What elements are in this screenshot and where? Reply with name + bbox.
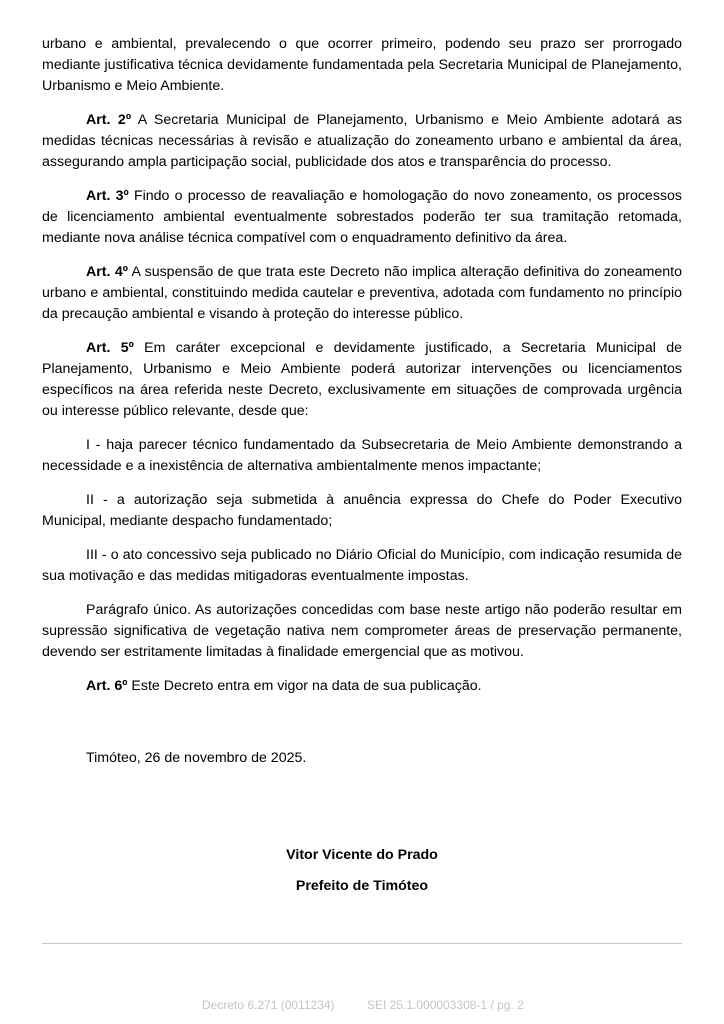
footer-process-ref: SEI 25.1.000003308-1 / pg. 2 bbox=[367, 998, 524, 1012]
article-label: Art. 2º bbox=[86, 112, 132, 128]
article-label: Art. 4º bbox=[86, 264, 128, 280]
article-label: Art. 3º bbox=[86, 188, 129, 204]
signer-title: Prefeito de Timóteo bbox=[295, 878, 429, 894]
footer-divider bbox=[42, 943, 682, 944]
paragrafo-unico: Parágrafo único. As autorizações concedidas com base neste artigo não poderão resultar em supressão significativa de vegetação nativa nem comprometer áreas de preservação permanente, devendo ser estritamente limitadas à finalidade emergencial que as motivou. bbox=[42, 602, 682, 660]
article-2: Art. 2º A Secretaria Municipal de Planejamento, Urbanismo e Meio Ambiente adotará as medidas técnicas necessárias à revisão e atualização do zoneamento urbano e ambiental da área, assegurando ampla participação social, publicidade dos atos e transparência do processo. bbox=[42, 112, 682, 170]
place-date: Timóteo, 26 de novembro de 2025. bbox=[86, 750, 307, 766]
item-iii: III - o ato concessivo seja publicado no Diário Oficial do Município, com indicação resumida de sua motivação e das medidas mitigadoras eventualmente impostas. bbox=[42, 547, 682, 584]
article-3: Art. 3º Findo o processo de reavaliação e homologação do novo zoneamento, os processos de licenciamento ambiental eventualmente sobrestados poderão ter sua tramitação retomada, mediante nova análise técnica compatível com o enquadramento definitivo da área. bbox=[42, 188, 682, 246]
paragraph-continuation: urbano e ambiental, prevalecendo o que ocorrer primeiro, podendo seu prazo ser prorrogado mediante justificativa técnica devidamente fundamentada pela Secretaria Municipal de Planejamento, Urbanismo e Meio Ambiente. bbox=[42, 36, 682, 94]
footer-decree-ref: Decreto 6.271 (0011234) bbox=[202, 998, 335, 1012]
article-6: Art. 6º Este Decreto entra em vigor na data de sua publicação. bbox=[86, 678, 482, 694]
signer-name: Vitor Vicente do Prado bbox=[286, 847, 438, 863]
document-body bbox=[42, 34, 682, 710]
article-label: Art. 5º bbox=[86, 340, 134, 356]
article-4: Art. 4º A suspensão de que trata este Decreto não implica alteração definitiva do zoneamento urbano e ambiental, constituindo medida cautelar e preventiva, adotada com fundamento no princípio da precaução ambiental e visando à proteção do interesse público. bbox=[42, 264, 682, 322]
article-5: Art. 5º Em caráter excepcional e devidamente justificado, a Secretaria Municipal de Planejamento, Urbanismo e Meio Ambiente poderá autorizar intervenções ou licenciamentos específicos na área referida neste Decreto, exclusivamente em situações de comprovada urgência ou interesse público relevante, desde que: bbox=[42, 340, 682, 419]
item-i: I - haja parecer técnico fundamentado da Subsecretaria de Meio Ambiente demonstrando a necessidade e a inexistência de alternativa ambientalmente menos impactante; bbox=[42, 437, 682, 474]
item-ii: II - a autorização seja submetida à anuência expressa do Chefe do Poder Executivo Municipal, mediante despacho fundamentado; bbox=[42, 492, 682, 529]
article-label: Art. 6º bbox=[86, 678, 128, 694]
